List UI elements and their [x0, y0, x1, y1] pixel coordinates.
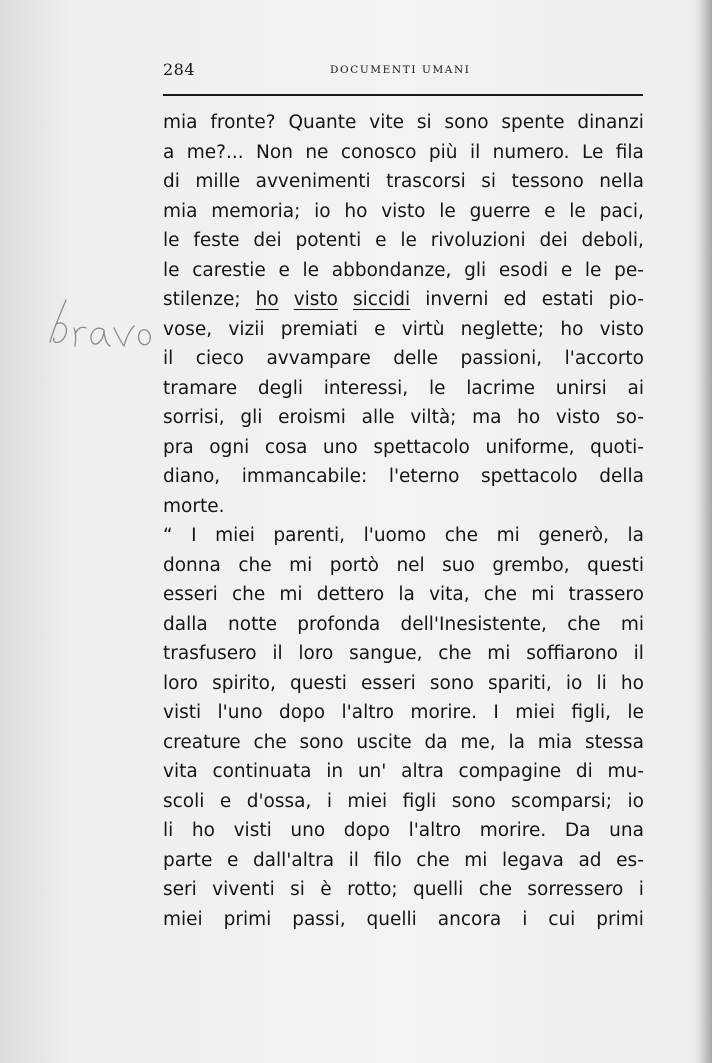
word: i	[638, 879, 644, 900]
text-line	[163, 669, 644, 699]
word: scomparsi;	[511, 790, 613, 812]
word: sorrisi,	[163, 407, 225, 428]
body-text	[163, 108, 644, 934]
word: visto	[293, 289, 338, 310]
word: dall'altra	[252, 849, 335, 871]
word: legava	[501, 849, 564, 871]
word: tessono	[511, 171, 584, 192]
word: ai	[627, 377, 644, 399]
word: più	[428, 141, 458, 163]
text-line	[163, 167, 644, 197]
word: neglette;	[460, 318, 545, 340]
word: rotto;	[347, 879, 398, 900]
word: virtù	[401, 318, 445, 340]
word: I	[493, 702, 499, 723]
word: questi	[289, 672, 347, 694]
word: diano,	[163, 466, 221, 487]
text-line	[163, 846, 644, 876]
word: generò,	[538, 525, 609, 546]
text-line	[163, 462, 644, 492]
text-line	[163, 226, 644, 256]
word: cui	[548, 908, 576, 930]
word: vita	[163, 761, 198, 782]
text-line	[163, 610, 644, 640]
word: rivoluzioni	[430, 230, 526, 251]
word: pra	[163, 436, 194, 458]
word: memoria;	[211, 200, 301, 222]
text-line	[163, 315, 644, 345]
text-line	[163, 197, 644, 227]
word: mi	[496, 525, 520, 546]
text-line	[163, 138, 644, 168]
word: dettero	[316, 584, 385, 605]
word: i	[522, 908, 528, 930]
word: pio-	[608, 289, 644, 310]
text-line	[163, 551, 644, 581]
word: passioni,	[460, 348, 543, 369]
word: a	[163, 141, 175, 163]
word: estati	[541, 289, 594, 310]
handwritten-margin-note	[42, 294, 162, 354]
word: spettacolo	[481, 466, 578, 487]
word: altra	[401, 761, 444, 782]
word: figli,	[571, 702, 611, 723]
word: esseri	[360, 672, 416, 694]
word: l'altro	[408, 820, 462, 841]
word: so-	[615, 407, 644, 428]
word: di	[575, 761, 593, 782]
word: viventi	[212, 879, 275, 900]
word: siccidi	[353, 289, 411, 310]
word: e	[560, 259, 573, 281]
word: paci,	[599, 200, 644, 222]
word: parenti,	[273, 525, 346, 546]
word: immancabile:	[241, 466, 368, 487]
word: grembo,	[492, 554, 570, 576]
word: uscite	[356, 731, 412, 753]
word: io	[627, 790, 644, 812]
page-gutter-shadow	[698, 0, 712, 1063]
word: Le	[581, 141, 604, 163]
word: feste	[193, 230, 240, 251]
word: ho	[191, 820, 215, 841]
word: loro	[298, 643, 334, 664]
word: spirito,	[212, 672, 276, 694]
word: il	[633, 643, 644, 664]
word: io	[565, 672, 583, 694]
word: primi	[223, 908, 272, 930]
word: es-	[616, 849, 644, 871]
word: quoti-	[590, 436, 644, 458]
word: dell'Inesistente,	[400, 613, 547, 635]
word: che	[253, 731, 287, 753]
word: che	[444, 525, 479, 546]
text-line	[163, 433, 644, 463]
word: primi	[596, 908, 644, 930]
word: sono	[429, 672, 474, 694]
word: pe-	[614, 259, 644, 281]
word: conosco	[340, 141, 417, 163]
word: si	[416, 112, 432, 133]
word: stessa	[585, 731, 644, 753]
word: I	[191, 525, 197, 546]
word: il	[272, 643, 283, 664]
text-line	[163, 344, 644, 374]
word: fronte?	[210, 112, 276, 133]
word: continuata	[212, 761, 312, 782]
word: le	[302, 259, 320, 281]
word: la	[627, 525, 644, 546]
word: me?...	[186, 141, 244, 163]
word: interessi,	[323, 377, 409, 399]
word: spariti,	[488, 672, 552, 694]
word: avvenimenti	[255, 171, 371, 192]
word: mia	[537, 731, 573, 753]
text-line	[163, 728, 644, 758]
word: che	[231, 584, 266, 605]
word: di	[163, 171, 180, 192]
word: mia	[163, 112, 198, 133]
word: mi	[620, 613, 644, 635]
word: l'uomo	[363, 525, 427, 546]
word: mu-	[607, 761, 644, 782]
word: esseri	[163, 584, 218, 605]
word: nella	[599, 171, 644, 192]
word: li	[163, 820, 174, 841]
word: inverni	[425, 289, 489, 310]
word: sangue,	[349, 643, 423, 664]
word: gli	[240, 407, 263, 428]
word: dopo	[343, 820, 390, 841]
word: le	[569, 200, 586, 222]
word: visti	[163, 702, 202, 723]
word: è	[320, 879, 332, 900]
word: nel	[396, 554, 425, 576]
word: ne	[305, 141, 329, 163]
text-line	[163, 108, 644, 138]
word: me,	[460, 731, 496, 753]
word: unirsi	[555, 377, 607, 399]
word: si	[481, 171, 497, 192]
word: il	[163, 348, 174, 369]
word: ho	[620, 672, 644, 694]
word: il	[469, 141, 481, 163]
text-line	[163, 905, 644, 935]
word: donna	[163, 554, 221, 576]
word: creature	[163, 731, 241, 753]
header-rule	[163, 94, 643, 96]
word: miei	[215, 525, 255, 546]
word: mi	[464, 849, 488, 871]
text-line	[163, 639, 644, 669]
word: sono	[444, 112, 489, 133]
word: quelli	[413, 879, 464, 900]
word: che	[416, 849, 450, 871]
word: e	[374, 318, 386, 340]
word: le	[439, 200, 456, 222]
running-title: DOCUMENTI UMANI	[330, 64, 471, 76]
word: notte	[228, 613, 277, 635]
text-line	[163, 816, 644, 846]
word: profonda	[297, 613, 381, 635]
word: ma	[472, 407, 502, 428]
word: cieco	[195, 348, 244, 369]
word: dei	[539, 230, 568, 251]
word: ad	[578, 849, 602, 871]
word: Quante	[288, 112, 357, 133]
word: ed	[503, 289, 527, 310]
word: suo	[442, 554, 475, 576]
word: figli	[402, 790, 437, 812]
word: delle	[393, 348, 439, 369]
word: che	[438, 643, 472, 664]
word: abbondanze,	[331, 259, 452, 281]
word: ho	[560, 318, 584, 340]
word: guerre	[469, 200, 531, 222]
word: fila	[615, 141, 644, 163]
word: visto	[381, 200, 426, 222]
word: trasfusero	[163, 643, 257, 664]
word: avvampare	[266, 348, 371, 369]
word: scoli	[163, 790, 205, 812]
word: ogni	[209, 436, 250, 458]
text-line	[163, 698, 644, 728]
word: i	[326, 790, 332, 812]
word: la	[508, 731, 525, 753]
word: che	[483, 584, 518, 605]
word: mi	[279, 584, 303, 605]
word: visto	[555, 407, 601, 428]
word: passi,	[292, 908, 346, 930]
word: che	[478, 879, 512, 900]
word: sono	[299, 731, 344, 753]
word: che	[238, 554, 272, 576]
word: mia	[163, 200, 198, 222]
word: il	[348, 849, 359, 871]
word: si	[290, 879, 305, 900]
word: che	[567, 613, 601, 635]
word: ancora	[437, 908, 502, 930]
word: miei	[515, 702, 555, 723]
word: “	[163, 525, 173, 546]
word: visti	[233, 820, 272, 841]
word: premiati	[280, 318, 358, 340]
word: dopo	[278, 702, 326, 723]
word: mi	[487, 643, 511, 664]
word: vose,	[163, 318, 213, 340]
word: ho	[255, 289, 279, 310]
word: la	[398, 584, 415, 605]
word: le	[163, 230, 180, 251]
word: uno	[322, 436, 358, 458]
word: spente	[501, 112, 565, 133]
word: potenti	[295, 230, 362, 251]
word: deboli,	[581, 230, 644, 251]
word: le	[428, 377, 446, 399]
word: dei	[253, 230, 282, 251]
word: eroismi	[278, 407, 346, 428]
word: d'ossa,	[246, 790, 312, 812]
word: l'eterno	[388, 466, 460, 487]
word: Da	[564, 820, 591, 841]
word: compagine	[458, 761, 562, 782]
word: Non	[256, 141, 293, 163]
word: da	[424, 731, 448, 753]
text-line	[163, 403, 644, 433]
word: miei	[163, 908, 203, 930]
word: seri	[163, 879, 197, 900]
text-line	[163, 374, 644, 404]
word: mi	[289, 554, 313, 576]
text-line	[163, 256, 644, 286]
word: uniforme,	[485, 436, 575, 458]
word: trassero	[568, 584, 644, 605]
word: e	[278, 259, 290, 281]
word: vite	[369, 112, 405, 133]
word: esodi	[498, 259, 549, 281]
text-line	[163, 285, 644, 315]
page-number: 284	[163, 60, 196, 79]
word: una	[609, 820, 644, 841]
word: vita,	[429, 584, 470, 605]
text-line	[163, 787, 644, 817]
word: le	[163, 259, 180, 281]
word: dalla	[163, 613, 208, 635]
text-line	[163, 757, 644, 787]
word: e	[544, 200, 556, 222]
word: cosa	[264, 436, 308, 458]
word: mi	[531, 584, 555, 605]
word: l'uno	[217, 702, 263, 723]
word: le	[400, 230, 417, 251]
text-line	[163, 875, 644, 905]
word: miei	[347, 790, 388, 812]
word: numero.	[492, 141, 570, 163]
word: ho	[517, 407, 541, 428]
word: alle	[361, 407, 395, 428]
word: viltà;	[410, 407, 457, 428]
word: stilenze;	[163, 289, 241, 310]
word: morire.	[410, 702, 477, 723]
word: gli	[464, 259, 487, 281]
word: parte	[163, 849, 213, 871]
word: sorressero	[527, 879, 624, 900]
word: carestie	[192, 259, 266, 281]
word: un'	[357, 761, 387, 782]
word: le	[627, 702, 644, 723]
word: trascorsi	[386, 171, 466, 192]
word: visto	[599, 318, 644, 340]
word: l'altro	[341, 702, 394, 723]
word: vizii	[228, 318, 265, 340]
word: della	[599, 466, 644, 487]
word: lacrime	[466, 377, 536, 399]
word: io	[314, 200, 331, 222]
word: e	[226, 849, 239, 871]
word: portò	[329, 554, 379, 576]
word: le	[584, 259, 602, 281]
word: in	[326, 761, 344, 782]
word: dinanzi	[577, 112, 644, 133]
word: tramare	[163, 377, 238, 399]
word: uno	[290, 820, 326, 841]
text-line	[163, 580, 644, 610]
word: l'accorto	[564, 348, 644, 369]
word: morire.	[479, 820, 547, 841]
word: spettacolo	[373, 436, 470, 458]
word: li	[596, 672, 607, 694]
word: questi	[587, 554, 644, 576]
word: sono	[451, 790, 496, 812]
word: e	[219, 790, 232, 812]
text-line	[163, 521, 644, 551]
word: soffiarono	[526, 643, 618, 664]
word: mille	[195, 171, 241, 192]
word: ho	[344, 200, 368, 222]
word: filo	[373, 849, 402, 871]
text-line: morte.	[163, 495, 225, 517]
word: degli	[257, 377, 304, 399]
word: e	[375, 230, 387, 251]
word: quelli	[366, 908, 417, 930]
word: loro	[163, 672, 198, 694]
